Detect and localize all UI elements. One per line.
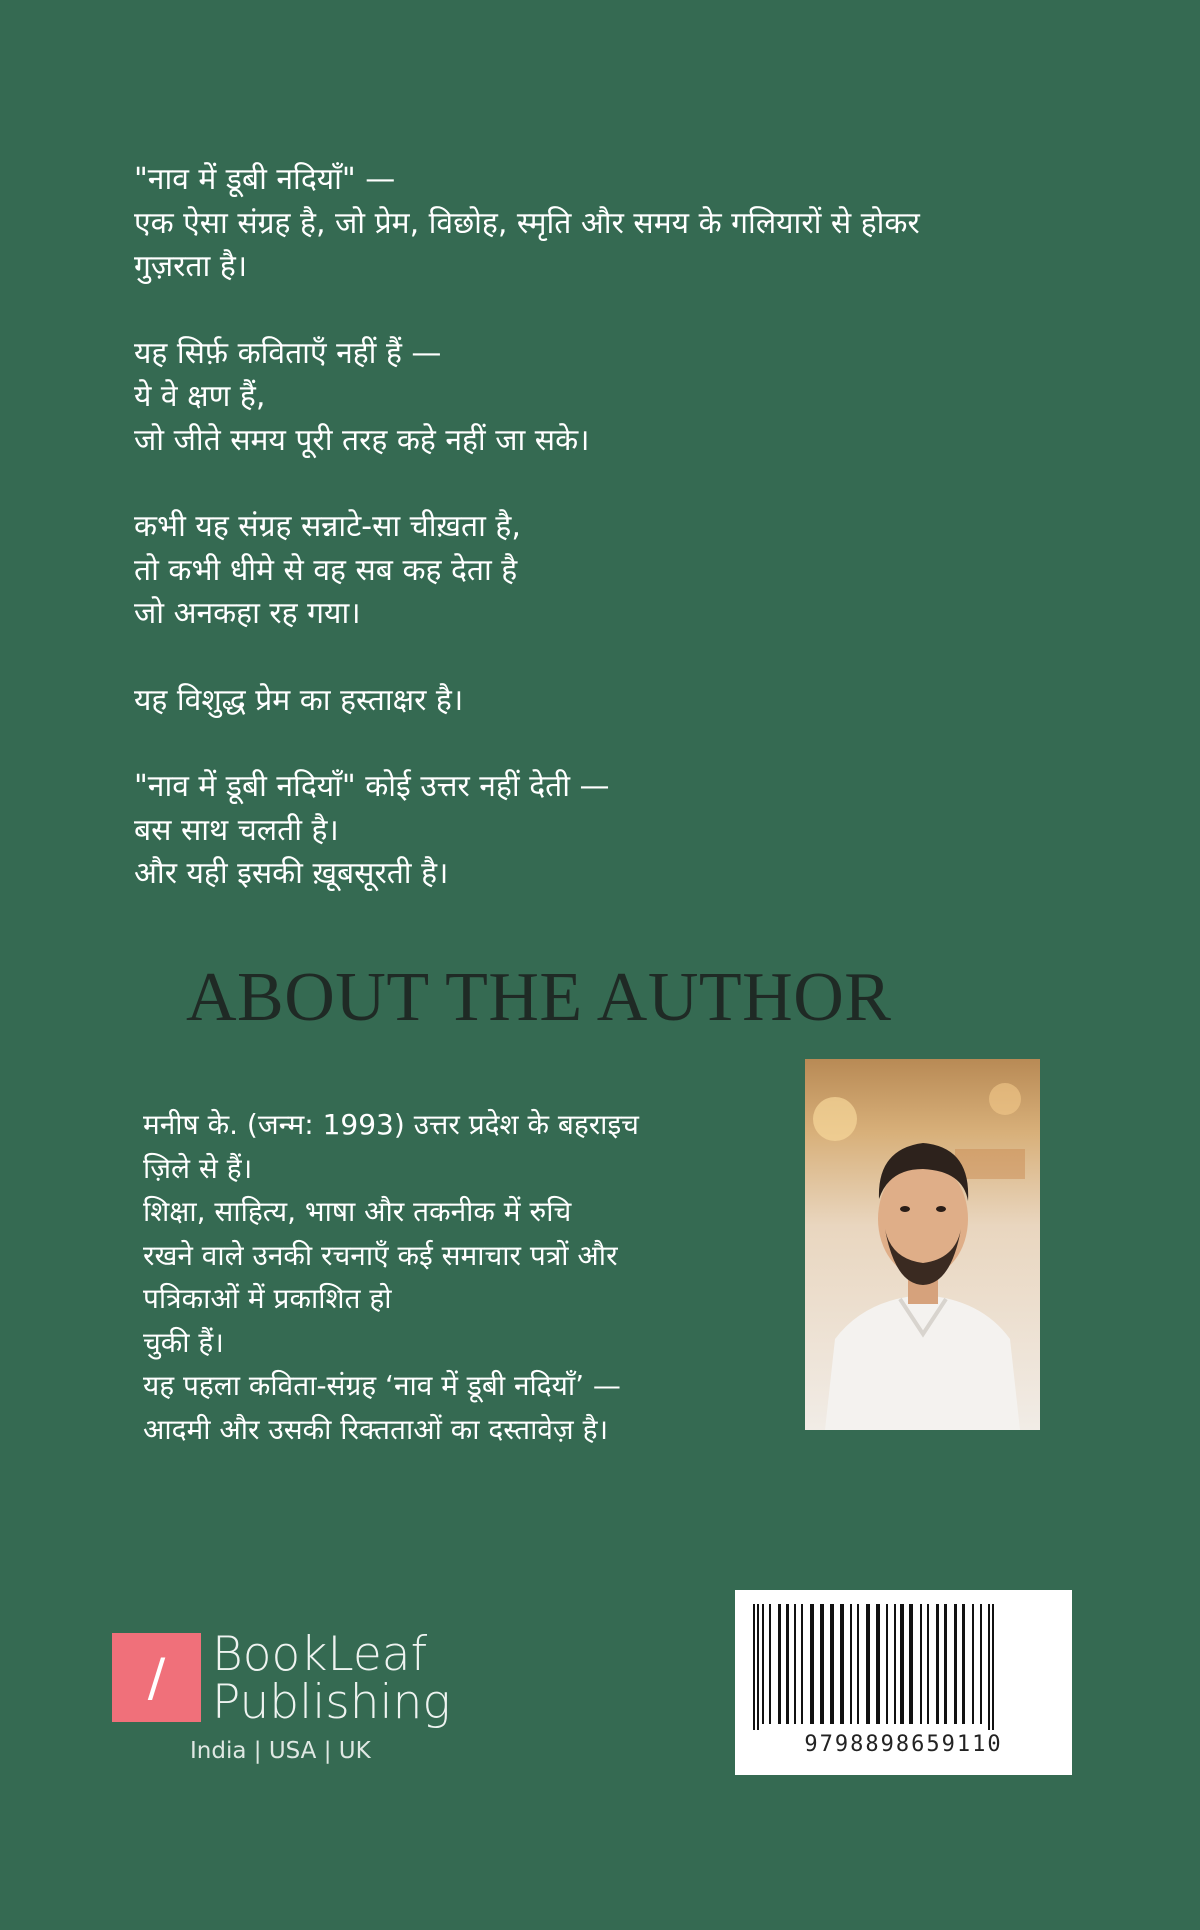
blurb-line: और यही इसकी ख़ूबसूरती है। (134, 856, 449, 891)
barcode-bar (936, 1604, 939, 1724)
barcode-bar (794, 1604, 796, 1724)
barcode-bar (850, 1604, 852, 1724)
barcode-bar (944, 1604, 947, 1724)
barcode-bar (972, 1604, 974, 1724)
blurb-line: "नाव में डूबी नदियाँ" — (134, 162, 396, 197)
blurb-paragraph-5 (134, 765, 1034, 896)
blurb-line: तो कभी धीमे से वह सब कह देता है (134, 552, 518, 588)
blurb-line: "नाव में डूबी नदियाँ" कोई उत्तर नहीं देती — (134, 769, 610, 804)
bookleaf-publishing-logo (112, 1627, 452, 1770)
blurb-paragraph-4 (134, 679, 1034, 723)
barcode-bar (900, 1604, 904, 1724)
publisher-regions: India | USA | UK (190, 1738, 371, 1764)
barcode-bar (886, 1604, 888, 1724)
author-photo (805, 1059, 1040, 1430)
bio-line: रखने वाले उनकी रचनाएँ कई समाचार पत्रों और (143, 1238, 618, 1272)
barcode-bar (988, 1604, 990, 1730)
barcode-bar (840, 1604, 844, 1724)
blurb-line: एक ऐसा संग्रह है, जो प्रेम, विछोह, स्मृति और समय के गलियारों से होकर (134, 205, 920, 241)
blurb-line: जो अनकहा रह गया। (134, 596, 361, 631)
barcode-bar (830, 1604, 834, 1724)
barcode-bar (778, 1604, 781, 1724)
logo-text-bookleaf: BookLeaf (212, 1627, 428, 1682)
bio-line: यह पहला कविता-संग्रह ‘नाव में डूबी नदियाँ’ — (143, 1369, 621, 1402)
barcode-bars (749, 1604, 1058, 1730)
blurb-paragraph-2 (134, 332, 1034, 463)
logo-text-publishing: Publishing (212, 1675, 451, 1730)
back-cover-blurb (134, 158, 1034, 939)
blurb-line: यह विशुद्ध प्रेम का हस्ताक्षर है। (134, 682, 464, 718)
bio-line: मनीष के. (जन्म: 1993) उत्तर प्रदेश के बहराइच (143, 1108, 639, 1141)
isbn-number: 9798898659110 (804, 1732, 1003, 1757)
bio-line: आदमी और उसकी रिक्तताओं का दस्तावेज़ है। (143, 1412, 609, 1446)
barcode-bar (866, 1604, 870, 1724)
blurb-line: ये वे क्षण हैं, (134, 379, 266, 414)
barcode-bar (857, 1604, 859, 1724)
barcode-bar (769, 1604, 771, 1724)
blurb-line: कभी यह संग्रह सन्नाटे-सा चीख़ता है, (134, 509, 521, 544)
blurb-line: बस साथ चलती है। (134, 812, 339, 848)
bio-line: ज़िले से हैं। (143, 1151, 253, 1185)
bio-line: पत्रिकाओं में प्रकाशित हो (143, 1282, 392, 1315)
blurb-line: यह सिर्फ़ कविताएँ नहीं हैं — (134, 335, 442, 371)
barcode-bar (757, 1604, 759, 1730)
barcode-bar (909, 1604, 913, 1724)
blurb-paragraph-1 (134, 158, 1034, 289)
bio-line: चुकी हैं। (143, 1325, 224, 1359)
barcode-bar (753, 1604, 755, 1730)
barcode-bar (876, 1604, 880, 1724)
barcode-bar (820, 1604, 824, 1724)
barcode-bar (992, 1604, 994, 1730)
barcode-bar (962, 1604, 965, 1724)
blurb-line: गुज़रता है। (134, 249, 248, 284)
bio-line: शिक्षा, साहित्य, भाषा और तकनीक में रुचि (143, 1195, 572, 1228)
blurb-line: जो जीते समय पूरी तरह कहे नहीं जा सके। (134, 422, 590, 458)
author-bio (143, 1103, 743, 1451)
barcode-bar (920, 1604, 922, 1724)
barcode-bar (762, 1604, 764, 1724)
barcode-bar (810, 1604, 814, 1724)
blurb-paragraph-3 (134, 505, 1034, 636)
barcode-bar (894, 1604, 896, 1724)
logo-mark: / (112, 1633, 201, 1722)
barcode-bar (927, 1604, 929, 1724)
barcode-bar (786, 1604, 789, 1724)
barcode-bar (980, 1604, 982, 1724)
barcode-bar (954, 1604, 957, 1724)
barcode-bar (801, 1604, 803, 1724)
about-the-author-heading: ABOUT THE AUTHOR (186, 959, 892, 1036)
isbn-barcode (735, 1590, 1072, 1775)
